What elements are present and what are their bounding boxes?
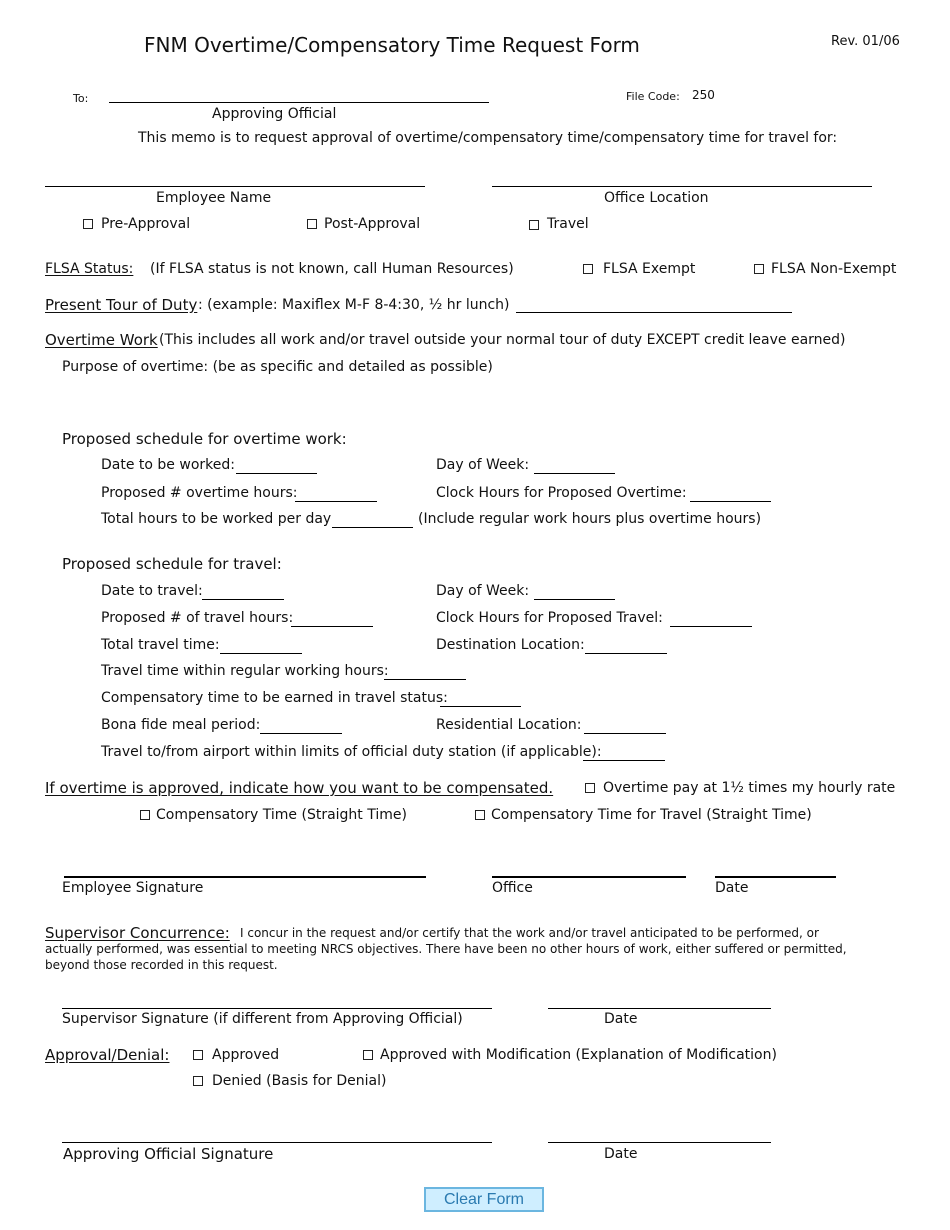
approving-official-field[interactable] <box>109 88 489 103</box>
supervisor-text-line3: beyond those recorded in this request. <box>45 958 278 972</box>
flsa-nonexempt-checkbox[interactable] <box>754 264 764 274</box>
travel-day-of-week-label: Day of Week: <box>436 583 530 599</box>
travel-label: Travel <box>547 216 589 232</box>
supervisor-date-caption: Date <box>604 1011 638 1027</box>
tour-of-duty-field[interactable] <box>516 298 792 313</box>
supervisor-signature-line[interactable] <box>62 1008 492 1009</box>
tour-heading: Present Tour of Duty <box>45 296 198 314</box>
to-label: To: <box>73 92 89 105</box>
overtime-heading: Overtime Work <box>45 331 158 349</box>
compensation-heading: If overtime is approved, indicate how you want to be compensated. <box>45 779 554 797</box>
approving-official-caption: Approving Official <box>212 106 337 122</box>
proposed-ot-hours-field[interactable] <box>295 487 377 502</box>
proposed-ot-hours-label: Proposed # overtime hours: <box>101 485 298 501</box>
date-worked-field[interactable] <box>236 459 317 474</box>
pre-approval-checkbox[interactable] <box>83 219 93 229</box>
supervisor-heading: Supervisor Concurrence: <box>45 924 230 942</box>
employee-signature-line[interactable] <box>64 876 426 878</box>
form-title: FNM Overtime/Compensatory Time Request Form <box>144 33 640 57</box>
total-hours-field[interactable] <box>332 513 413 528</box>
employee-name-caption: Employee Name <box>156 190 272 206</box>
travel-checkbox[interactable] <box>529 220 539 230</box>
pre-approval-label: Pre-Approval <box>101 216 191 232</box>
purpose-label: Purpose of overtime: (be as specific and detailed as possible) <box>62 359 493 375</box>
supervisor-text-line1: I concur in the request and/or certify that the work and/or travel anticipated to be performed, or <box>240 926 819 940</box>
employee-signature-caption: Employee Signature <box>62 880 204 896</box>
supervisor-text-line2: actually performed, was essential to meeting NRCS objectives. There have been no other hours of work, either suffered or permitted, <box>45 942 847 956</box>
meal-period-label: Bona fide meal period: <box>101 717 261 733</box>
approving-signature-caption: Approving Official Signature <box>63 1145 274 1163</box>
flsa-exempt-checkbox[interactable] <box>583 264 593 274</box>
travel-within-hours-label: Travel time within regular working hours: <box>101 663 389 679</box>
flsa-heading: FLSA Status: <box>45 261 134 277</box>
airport-field[interactable] <box>583 746 665 761</box>
destination-label: Destination Location: <box>436 637 585 653</box>
date-travel-field[interactable] <box>202 585 284 600</box>
clear-form-button[interactable]: Clear Form <box>424 1187 544 1212</box>
travel-clock-hours-field[interactable] <box>670 612 752 627</box>
supervisor-date-line[interactable] <box>548 1008 771 1009</box>
office-location-field[interactable] <box>492 172 872 187</box>
travel-hours-label: Proposed # of travel hours: <box>101 610 294 626</box>
total-travel-time-label: Total travel time: <box>101 637 220 653</box>
approving-date-line[interactable] <box>548 1142 771 1143</box>
residential-field[interactable] <box>584 719 666 734</box>
date-worked-label: Date to be worked: <box>101 457 235 473</box>
comp-time-label: Compensatory Time (Straight Time) <box>156 807 407 823</box>
comp-time-travel-label: Compensatory time to be earned in travel status: <box>101 690 448 706</box>
employee-name-field[interactable] <box>45 172 425 187</box>
approved-mod-checkbox[interactable] <box>363 1050 373 1060</box>
office-signature-line[interactable] <box>492 876 686 878</box>
approving-signature-line[interactable] <box>62 1142 492 1143</box>
total-hours-note: (Include regular work hours plus overtime hours) <box>418 511 762 527</box>
approved-mod-label: Approved with Modification (Explanation of Modification) <box>380 1047 777 1063</box>
ot-day-of-week-label: Day of Week: <box>436 457 530 473</box>
meal-period-field[interactable] <box>260 719 342 734</box>
airport-label: Travel to/from airport within limits of official duty station (if applicable): <box>101 744 602 760</box>
office-caption: Office <box>492 880 533 896</box>
flsa-nonexempt-label: FLSA Non-Exempt <box>771 261 897 277</box>
comp-time-travel-field[interactable] <box>440 692 521 707</box>
approval-heading: Approval/Denial: <box>45 1046 170 1064</box>
employee-date-caption: Date <box>715 880 749 896</box>
file-code-label: File Code: <box>626 90 680 103</box>
office-location-caption: Office Location <box>604 190 709 206</box>
total-travel-time-field[interactable] <box>220 639 302 654</box>
file-code-value: 250 <box>692 88 715 102</box>
overtime-schedule-heading: Proposed schedule for overtime work: <box>62 430 347 448</box>
flsa-exempt-label: FLSA Exempt <box>603 261 696 277</box>
ot-day-of-week-field[interactable] <box>534 459 615 474</box>
overtime-pay-checkbox[interactable] <box>585 783 595 793</box>
approved-label: Approved <box>212 1047 280 1063</box>
comp-time-travel-option-label: Compensatory Time for Travel (Straight Time) <box>491 807 812 823</box>
approving-date-caption: Date <box>604 1146 638 1162</box>
overtime-pay-label: Overtime pay at 1½ times my hourly rate <box>603 780 896 796</box>
post-approval-label: Post-Approval <box>324 216 421 232</box>
travel-clock-hours-label: Clock Hours for Proposed Travel: <box>436 610 663 626</box>
flsa-note: (If FLSA status is not known, call Human Resources) <box>150 261 514 277</box>
approved-checkbox[interactable] <box>193 1050 203 1060</box>
revision-label: Rev. 01/06 <box>831 34 900 49</box>
residential-label: Residential Location: <box>436 717 582 733</box>
employee-date-line[interactable] <box>715 876 836 878</box>
denied-checkbox[interactable] <box>193 1076 203 1086</box>
overtime-note: (This includes all work and/or travel outside your normal tour of duty EXCEPT credit leave earned) <box>159 332 846 348</box>
memo-text: This memo is to request approval of overtime/compensatory time/compensatory time for travel for: <box>138 130 838 146</box>
ot-clock-hours-label: Clock Hours for Proposed Overtime: <box>436 485 687 501</box>
date-travel-label: Date to travel: <box>101 583 203 599</box>
tour-example: : (example: Maxiflex M-F 8-4:30, ½ hr lunch) <box>198 297 510 313</box>
travel-within-hours-field[interactable] <box>384 665 466 680</box>
comp-time-travel-checkbox[interactable] <box>475 810 485 820</box>
denied-label: Denied (Basis for Denial) <box>212 1073 387 1089</box>
total-hours-label: Total hours to be worked per day <box>101 511 332 527</box>
post-approval-checkbox[interactable] <box>307 219 317 229</box>
comp-time-checkbox[interactable] <box>140 810 150 820</box>
ot-clock-hours-field[interactable] <box>690 487 771 502</box>
destination-field[interactable] <box>585 639 667 654</box>
travel-schedule-heading: Proposed schedule for travel: <box>62 555 282 573</box>
travel-day-of-week-field[interactable] <box>534 585 615 600</box>
supervisor-signature-caption: Supervisor Signature (if different from Approving Official) <box>62 1011 463 1027</box>
travel-hours-field[interactable] <box>291 612 373 627</box>
